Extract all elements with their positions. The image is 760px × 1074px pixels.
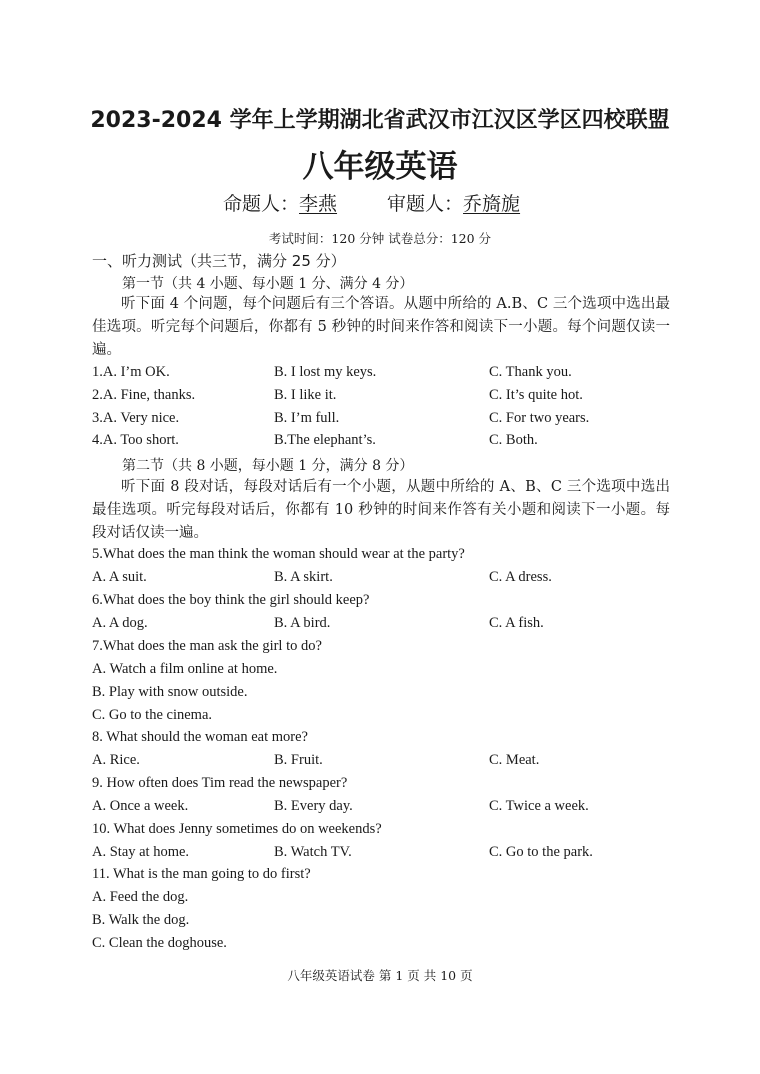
q11-option-b: B. Walk the dog.	[92, 912, 190, 928]
q6-option-b: B. A bird.	[274, 615, 331, 631]
q10-option-a: A. Stay at home.	[92, 844, 190, 860]
q5-option-b: B. A skirt.	[274, 569, 333, 585]
exam-subject: 八年级英语	[302, 149, 458, 185]
q11-question: 11. What is the man going to do first?	[92, 866, 311, 882]
q2-option-b: B. I like it.	[274, 387, 337, 403]
q3-option-a: 3.A. Very nice.	[92, 410, 180, 426]
q11-option-c: C. Clean the doghouse.	[92, 935, 227, 951]
q6-option-a: A. A dog.	[92, 615, 148, 631]
q1-option-b: B. I lost my keys.	[274, 364, 377, 380]
q3-option-b: B. I’m full.	[274, 410, 340, 426]
page-footer: 八年级英语试卷 第 1 页 共 10 页	[287, 968, 473, 983]
q10-option-c: C. Go to the park.	[489, 844, 593, 860]
q4-option-a: 4.A. Too short.	[92, 432, 179, 448]
q9-question: 9. How often does Tim read the newspaper?	[92, 775, 348, 791]
q9-option-c: C. Twice a week.	[489, 798, 589, 814]
q5-option-c: C. A dress.	[489, 569, 552, 585]
q9-option-a: A. Once a week.	[92, 798, 189, 814]
q1-option-a: 1.A. I’m OK.	[92, 364, 170, 380]
section-heading: 一、听力测试（共三节，满分 25 分）	[92, 252, 346, 270]
setter-name: 李燕	[299, 193, 338, 215]
q8-option-b: B. Fruit.	[274, 752, 323, 768]
q11-option-a: A. Feed the dog.	[92, 889, 189, 905]
q9-option-b: B. Every day.	[274, 798, 353, 814]
q1-option-c: C. Thank you.	[489, 364, 572, 380]
q2-option-a: 2.A. Fine, thanks.	[92, 387, 196, 403]
q8-option-a: A. Rice.	[92, 752, 140, 768]
q4-option-b: B.The elephant’s.	[274, 432, 376, 448]
reviewer-label: 审题人：	[387, 193, 464, 215]
q2-option-c: C. It’s quite hot.	[489, 387, 583, 403]
q5-question: 5.What does the man think the woman should wear at the party?	[92, 546, 465, 562]
part2-instructions: 听下面 8 段对话，每段对话后有一个小题，从题中所给的 A、B、C 三个选项中选出最佳选项。听完每段对话后，你都有 10 秒钟的时间来作答有关小题和阅读下一小题。每段对话仅读一遍。	[92, 479, 670, 541]
reviewer-name: 乔旖旎	[463, 193, 521, 215]
q8-question: 8. What should the woman eat more?	[92, 729, 308, 745]
q10-question: 10. What does Jenny sometimes do on weekends?	[92, 821, 382, 837]
exam-info: 考试时间：120 分钟 试卷总分：120 分	[268, 231, 492, 246]
part1-heading: 第一节（共 4 小题、每小题 1 分、满分 4 分）	[122, 276, 414, 292]
q10-option-b: B. Watch TV.	[274, 844, 352, 860]
q8-option-c: C. Meat.	[489, 752, 540, 768]
part1-instructions: 听下面 4 个问题，每个问题后有三个答语。从题中所给的 A.B、C 三个选项中选出最佳选项。听完每个问题后，你都有 5 秒钟的时间来作答和阅读下一小题。每个问题仅读一遍。	[92, 296, 670, 358]
q4-option-c: C. Both.	[489, 432, 538, 448]
q5-option-a: A. A suit.	[92, 569, 147, 585]
part2-heading: 第二节（共 8 小题，每小题 1 分，满分 8 分）	[122, 458, 414, 474]
q7-question: 7.What does the man ask the girl to do?	[92, 638, 322, 654]
exam-title: 2023-2024 学年上学期湖北省武汉市江汉区学区四校联盟	[90, 108, 670, 133]
q3-option-c: C. For two years.	[489, 410, 590, 426]
q7-option-c: C. Go to the cinema.	[92, 707, 213, 723]
q7-option-a: A. Watch a film online at home.	[92, 661, 278, 677]
setter-label: 命题人：	[223, 193, 300, 215]
authors-line	[223, 189, 520, 216]
q6-option-c: C. A fish.	[489, 615, 544, 631]
q7-option-b: B. Play with snow outside.	[92, 684, 248, 700]
q6-question: 6.What does the boy think the girl should keep?	[92, 592, 370, 608]
